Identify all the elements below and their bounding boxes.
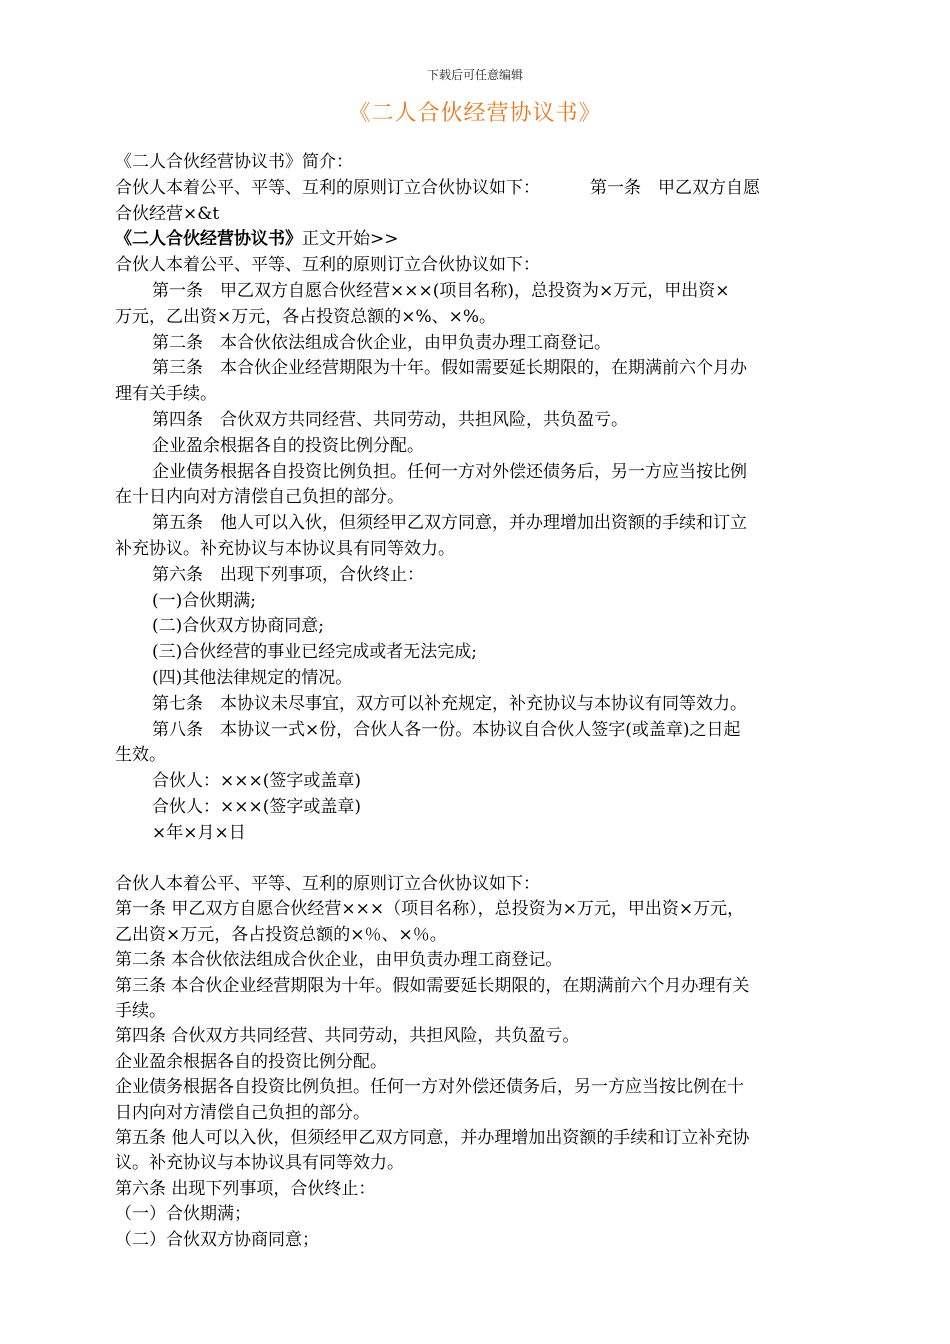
paragraph-line: 第三条 本合伙企业经营期限为十年。假如需要延长期限的，在期满前六个月办理有关 (115, 975, 750, 996)
paragraph-line: 第二条 本合伙依法组成合伙企业，由甲负责办理工商登记。 (115, 950, 563, 971)
body-start-line (115, 227, 840, 253)
paragraph-line: 企业盈余根据各自的投资比例分配。 (115, 1051, 387, 1072)
intro-line-left: 合伙人本着公平、平等、互利的原则订立合伙协议如下： (115, 177, 540, 198)
signature-line: 合伙人：×××(签字或盖章) (152, 771, 361, 792)
paragraph-line: 企业债务根据各自投资比例负担。任何一方对外偿还债务后，另一方应当按比例在十 (115, 1077, 744, 1098)
paragraph-line: 第八条 本协议一式×份，合伙人各一份。本协议自合伙人签字(或盖章)之日起 (152, 719, 741, 740)
date-line: ×年×月×日 (152, 822, 246, 843)
paragraph-line: 在十日内向对方清偿自己负担的部分。 (115, 487, 404, 508)
document-body-first (115, 150, 840, 847)
paragraph-line: 第四条 合伙双方共同经营、共同劳动，共担风险，共负盈亏。 (115, 1026, 580, 1047)
list-item: (三)合伙经营的事业已经完成或者无法完成; (152, 642, 477, 663)
list-item: (四)其他法律规定的情况。 (152, 667, 353, 688)
intro-line (115, 176, 840, 202)
paragraph-line: 第二条 本合伙依法组成合伙企业，由甲负责办理工商登记。 (152, 332, 611, 353)
paragraph-line: 议。补充协议与本协议具有同等效力。 (115, 1153, 404, 1174)
list-item: （二）合伙双方协商同意； (115, 1229, 319, 1250)
intro-line-right: 第一条 甲乙双方自愿 (590, 177, 760, 198)
body-start-text: 正文开始>> (302, 229, 399, 250)
paragraph-line: 第六条 出现下列事项，合伙终止： (152, 564, 424, 585)
page-header: 下载后可任意编辑 (426, 68, 523, 82)
paragraph-line: 企业盈余根据各自的投资比例分配。 (152, 435, 424, 456)
list-item: (一)合伙期满; (152, 590, 256, 611)
paragraph-line: 合伙人本着公平、平等、互利的原则订立合伙协议如下： (115, 255, 540, 276)
body-start-title: 《二人合伙经营协议书》 (115, 229, 302, 250)
paragraph-line: 第六条 出现下列事项，合伙终止： (115, 1178, 376, 1199)
paragraph-line: 企业债务根据各自投资比例负担。任何一方对外偿还债务后，另一方应当按比例 (152, 461, 747, 482)
signature-line: 合伙人：×××(签字或盖章) (152, 796, 361, 817)
paragraph-line: 合伙人本着公平、平等、互利的原则订立合伙协议如下： (115, 874, 540, 894)
paragraph-line: 手续。 (115, 1001, 166, 1022)
paragraph-line: 第一条 甲乙双方自愿合伙经营×××(项目名称)，总投资为×万元，甲出资× (152, 280, 730, 301)
paragraph-line: 第五条 他人可以入伙，但须经甲乙双方同意，并办理增加出资额的手续和订立补充协 (115, 1128, 750, 1149)
paragraph-line: 第三条 本合伙企业经营期限为十年。假如需要延长期限的，在期满前六个月办 (152, 358, 747, 379)
paragraph-line: 万元，乙出资×万元，各占投资总额的×%、×%。 (115, 306, 497, 327)
paragraph-line: 第四条 合伙双方共同经营、共同劳动，共担风险，共负盈亏。 (152, 409, 628, 430)
intro-heading: 《二人合伙经营协议书》简介： (115, 152, 353, 172)
document-title: 《二人合伙经营协议书》 (348, 101, 602, 126)
paragraph-line: 第七条 本协议未尽事宜，双方可以补充规定，补充协议与本协议有同等效力。 (152, 693, 747, 714)
paragraph-line: 第一条 甲乙双方自愿合伙经营×××（项目名称），总投资为×万元，甲出资×万元， (115, 899, 745, 920)
document-body-second (115, 872, 840, 1253)
paragraph-line: 乙出资×万元，各占投资总额的×％、×％。 (115, 924, 447, 945)
list-item: (二)合伙双方协商同意; (152, 616, 324, 637)
paragraph-line: 理有关手续。 (115, 384, 217, 405)
paragraph-line: 生效。 (115, 745, 166, 766)
intro-line-2: 合伙经营×&t (115, 203, 220, 224)
list-item: （一）合伙期满； (115, 1204, 251, 1225)
paragraph-line: 第五条 他人可以入伙，但须经甲乙双方同意，并办理增加出资额的手续和订立 (152, 513, 747, 534)
paragraph-line: 日内向对方清偿自己负担的部分。 (115, 1102, 370, 1123)
paragraph-line: 补充协议。补充协议与本协议具有同等效力。 (115, 538, 455, 559)
